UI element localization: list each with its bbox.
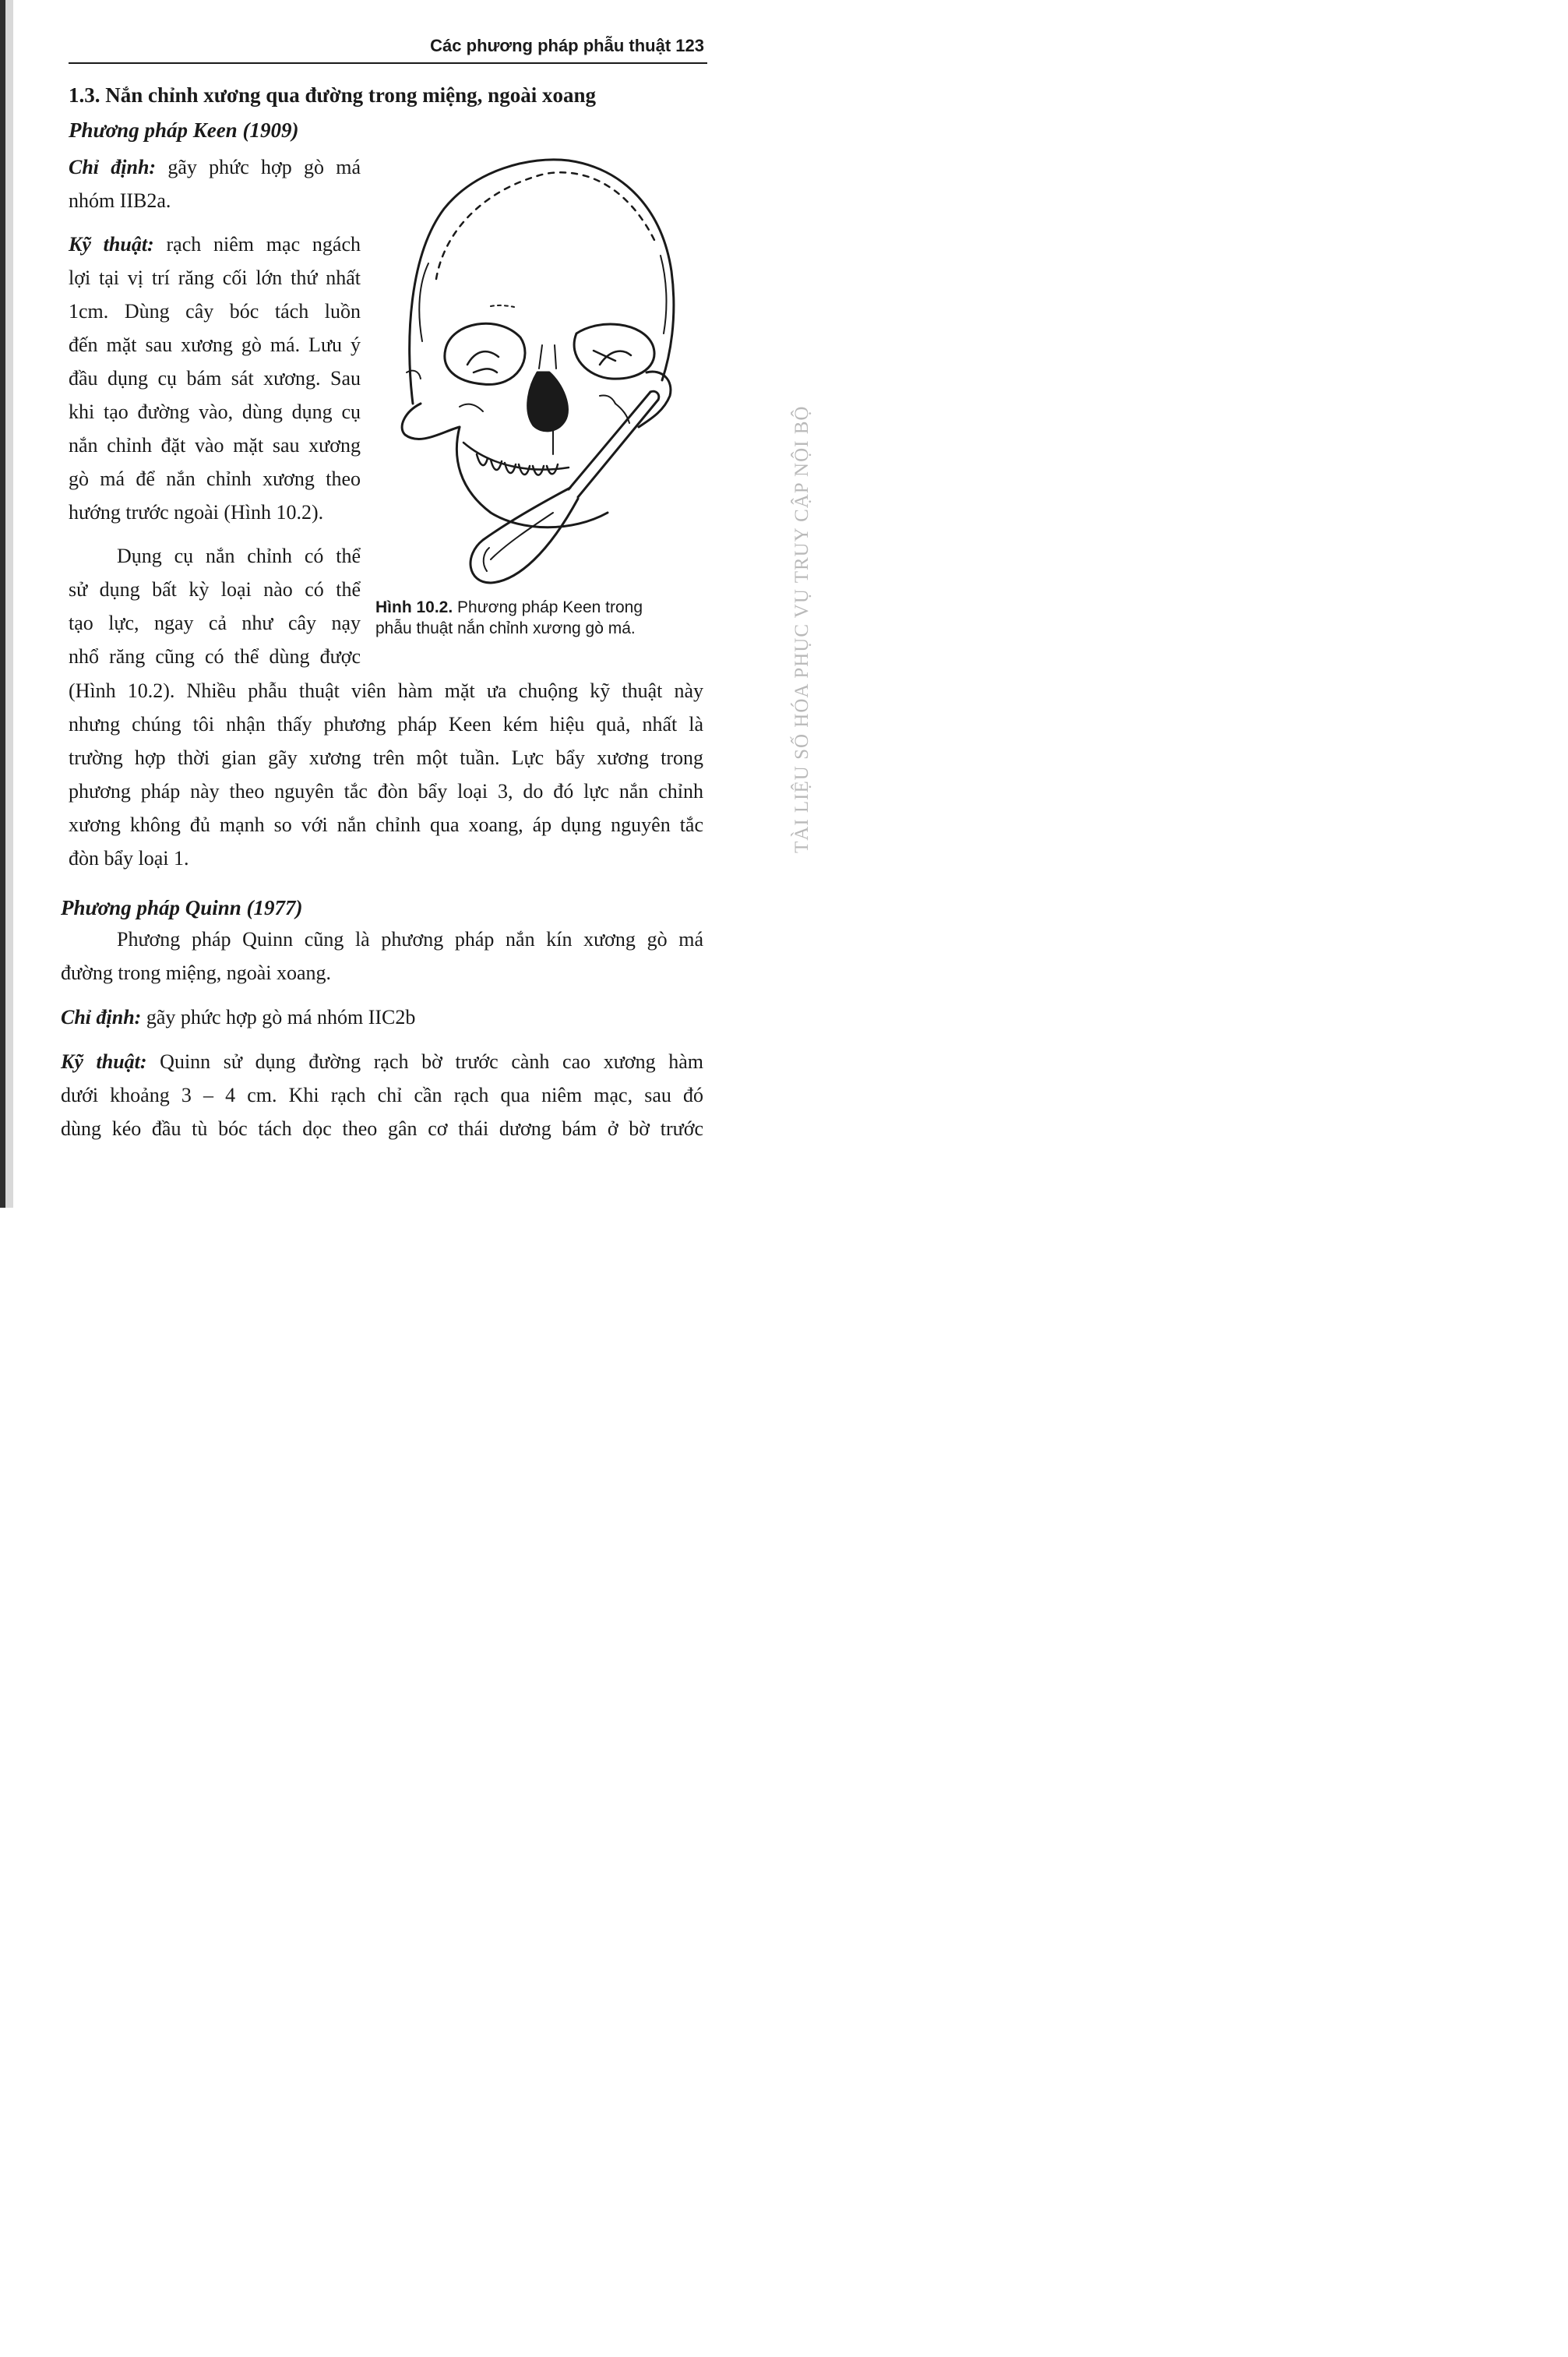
quinn-indication-line bbox=[61, 1007, 696, 1028]
keen-tool-line: trường hợp thời gian gãy xương trên một tuần. Lực bẩy xương trong bbox=[69, 746, 703, 769]
keen-technique-line: khi tạo đường vào, dùng dụng cụ bbox=[69, 400, 361, 423]
header-rule bbox=[69, 62, 707, 64]
keen-technique-line: lợi tại vị trí răng cối lớn thứ nhất bbox=[69, 266, 361, 289]
page-number: 123 bbox=[675, 36, 704, 55]
section-heading: 1.3. Nắn chỉnh xương qua đường trong miệng, ngoài xoang bbox=[69, 83, 596, 107]
keen-tool-line: nhổ răng cũng có thể dùng được bbox=[69, 645, 361, 668]
figure-caption-line bbox=[375, 597, 703, 618]
keen-tool-line: nhưng chúng tôi nhận thấy phương pháp Keen kém hiệu quả, nhất là bbox=[69, 713, 703, 736]
quinn-indication-label: Chỉ định: bbox=[61, 1006, 142, 1029]
keen-tool-line: sử dụng bất kỳ loại nào có thể bbox=[69, 578, 361, 601]
keen-indication-line bbox=[69, 157, 361, 178]
page-edge-shadow bbox=[5, 0, 13, 1208]
keen-technique-line: đến mặt sau xương gò má. Lưu ý bbox=[69, 333, 361, 356]
keen-tool-line: phương pháp này theo nguyên tắc đòn bẩy loại 3, do đó lực nắn chỉnh bbox=[69, 780, 703, 803]
keen-tool-line: xương không đủ mạnh so với nắn chỉnh qua xoang, áp dụng nguyên tắc bbox=[69, 813, 703, 836]
quinn-technique-label: Kỹ thuật: bbox=[61, 1050, 147, 1073]
keen-technique-label: Kỹ thuật: bbox=[69, 233, 154, 256]
page-edge-dark bbox=[0, 0, 5, 1208]
keen-tool-line: đòn bẩy loại 1. bbox=[69, 847, 189, 870]
figure-caption bbox=[375, 597, 703, 639]
keen-tool-line: (Hình 10.2). Nhiều phẫu thuật viên hàm mặt ưa chuộng kỹ thuật này bbox=[69, 679, 703, 702]
keen-indication-line: nhóm IIB2a. bbox=[69, 189, 171, 212]
keen-technique-line: đầu dụng cụ bám sát xương. Sau bbox=[69, 367, 361, 390]
quinn-indication-text: gãy phức hợp gò má nhóm IIC2b bbox=[141, 1006, 416, 1029]
quinn-intro-line: đường trong miệng, ngoài xoang. bbox=[61, 962, 332, 984]
figure-caption-label: Hình 10.2. bbox=[375, 598, 453, 616]
keen-method-skull-illustration bbox=[389, 146, 685, 591]
keen-indication-label: Chỉ định: bbox=[69, 156, 157, 178]
quinn-technique-line bbox=[61, 1052, 703, 1072]
quinn-technique-line: dưới khoảng 3 – 4 cm. Khi rạch chỉ cần rạch qua niêm mạc, sau đó bbox=[61, 1084, 703, 1106]
keen-technique-line: gò má để nắn chỉnh xương theo bbox=[69, 468, 361, 490]
keen-technique-line: nắn chỉnh đặt vào mặt sau xương bbox=[69, 434, 361, 457]
quinn-technique-line: dùng kéo đầu tù bóc tách dọc theo gân cơ thái dương bám ở bờ trước bbox=[61, 1117, 703, 1140]
keen-technique-text: rạch niêm mạc ngách bbox=[153, 233, 361, 256]
keen-technique-line: 1cm. Dùng cây bóc tách luồn bbox=[69, 300, 361, 323]
keen-method-title: Phương pháp Keen (1909) bbox=[69, 118, 299, 142]
keen-tool-line: Dụng cụ nắn chỉnh có thể bbox=[117, 545, 361, 567]
quinn-method-title: Phương pháp Quinn (1977) bbox=[61, 896, 303, 919]
keen-indication-text: gãy phức hợp gò má bbox=[156, 156, 361, 178]
quinn-intro-line: Phương pháp Quinn cũng là phương pháp nắn kín xương gò má bbox=[117, 928, 703, 951]
figure-caption-line: phẫu thuật nắn chỉnh xương gò má. bbox=[375, 619, 636, 637]
watermark: TÀI LIỆU SỐ HÓA PHỤC VỤ TRUY CẬP NỘI BỘ bbox=[791, 405, 812, 853]
figure-caption-text: Phương pháp Keen trong bbox=[453, 598, 643, 616]
quinn-technique-text: Quinn sử dụng đường rạch bờ trước cành cao xương hàm bbox=[146, 1050, 703, 1073]
keen-technique-line bbox=[69, 235, 361, 255]
running-title: Các phương pháp phẫu thuật bbox=[430, 36, 671, 55]
running-header bbox=[399, 36, 704, 56]
keen-technique-line: hướng trước ngoài (Hình 10.2). bbox=[69, 501, 324, 524]
keen-tool-line: tạo lực, ngay cả như cây nạy bbox=[69, 612, 361, 634]
